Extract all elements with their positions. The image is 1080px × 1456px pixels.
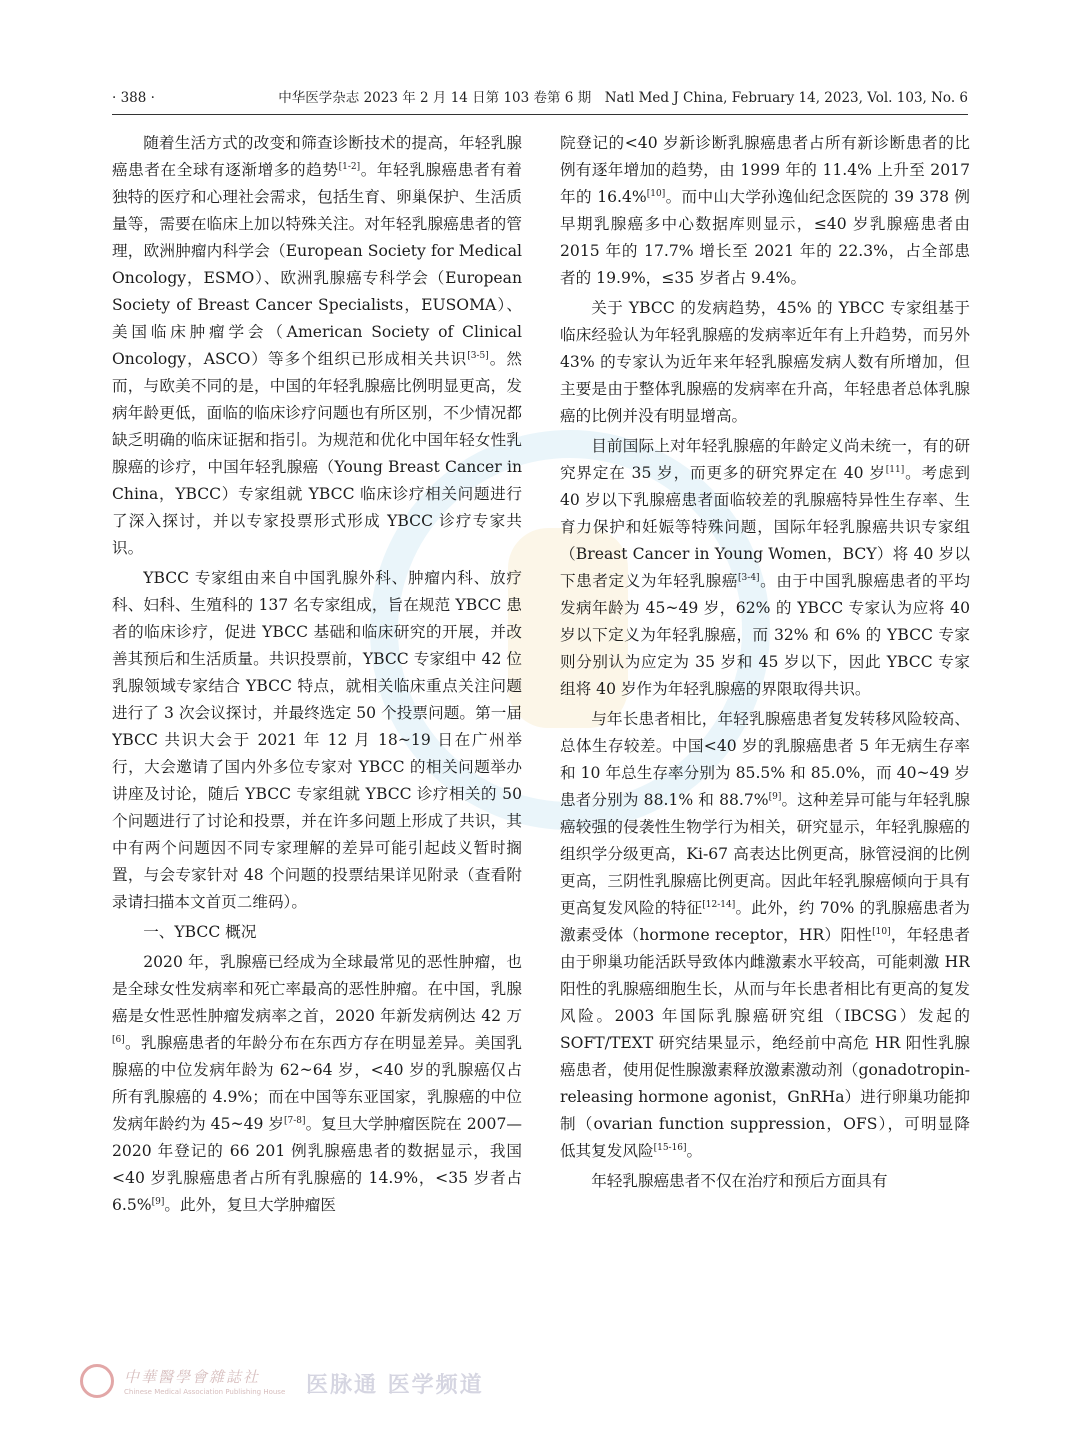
paragraph: 目前国际上对年轻乳腺癌的年龄定义尚未统一，有的研究界定在 35 岁，而更多的研究界定在 40 岁[11]。考虑到 40 岁以下乳腺癌患者面临较差的乳腺癌特异性生存率、生育力保护和妊娠等特殊问题，国际年轻乳腺癌共识专家组（Breast Cancer in Young Women，BCY）将 40 岁以下患者定义为年轻乳腺癌[3-4]。由于中国乳腺癌患者的平均发病年龄为 45~49 岁，62% 的 YBCC 专家认为应将 40 岁以下定义为年轻乳腺癌，而 32% 和 6% 的 YBCC 专家则分别认为应定为 35 岁和 45 岁以下，因此 YBCC 专家组将 40 岁作为年轻乳腺癌的界限取得共识。: [560, 437, 970, 698]
publisher-watermark: [80, 1364, 580, 1404]
brand-watermark: 医脉通 医学频道: [306, 1373, 484, 1398]
citation-ref: [9]: [151, 1196, 165, 1207]
left-column: [112, 130, 522, 1350]
citation-ref: [12-14]: [702, 899, 736, 910]
citation-ref: [11]: [885, 464, 905, 475]
citation-ref: [6]: [112, 1034, 125, 1045]
publisher-logo-icon: [80, 1364, 114, 1398]
publisher-name-en: Chinese Medical Association Publishing House: [124, 1388, 286, 1396]
citation-ref: [15-16]: [653, 1142, 687, 1153]
citation-ref: [9]: [768, 791, 782, 802]
citation-ref: [10]: [646, 188, 666, 199]
page-number: · 388 ·: [112, 90, 155, 106]
citation-ref: [3-4]: [738, 572, 760, 583]
publisher-name: 中華醫學會雜誌社: [124, 1368, 261, 1386]
paragraph: 年轻乳腺癌患者不仅在治疗和预后方面具有: [591, 1172, 888, 1190]
paragraph: 2020 年，乳腺癌已经成为全球最常见的恶性肿瘤，也是全球女性发病率和死亡率最高的恶性肿瘤。在中国，乳腺癌是女性恶性肿瘤发病率之首，2020 年新发病例达 42 万[6]。乳腺癌患者的年龄分布在东西方存在明显差异。美国乳腺癌的中位发病年龄为 62~64 岁，<40 岁的乳腺癌仅占所有乳腺癌的 4.9%；而在中国等东亚国家，乳腺癌的中位发病年龄约为 45~49 岁[7-8]。复旦大学肿瘤医院在 2007—2020 年登记的 66 201 例乳腺癌患者的数据显示，我国<40 岁乳腺癌患者占所有乳腺癌的 14.9%，<35 岁者占 6.5%[9]。此外，复旦大学肿瘤医: [112, 953, 522, 1214]
paragraph: 随着生活方式的改变和筛查诊断技术的提高，年轻乳腺癌患者在全球有逐渐增多的趋势[1-2]。年轻乳腺癌患者有着独特的医疗和心理社会需求，包括生育、卵巢保护、生活质量等，需要在临床上加以特殊关注。对年轻乳腺癌患者的管理，欧洲肿瘤内科学会（European Society for Medical Oncology，ESMO）、欧洲乳腺癌专科学会（European Society of Breast Cancer Specialists，EUSOMA）、美国临床肿瘤学会（American Society of Clinical Oncology，ASCO）等多个组织已形成相关共识[3-5]。然而，与欧美不同的是，中国的年轻乳腺癌比例明显更高，发病年龄更低，面临的临床诊疗问题也有所区别，不少情况都缺乏明确的临床证据和指引。为规范和优化中国年轻女性乳腺癌的诊疗，中国年轻乳腺癌（Young Breast Cancer in China，YBCC）专家组就 YBCC 临床诊疗相关问题进行了深入探讨，并以专家投票形式形成 YBCC 诊疗专家共识。: [112, 134, 522, 557]
paragraph: 与年长患者相比，年轻乳腺癌患者复发转移风险较高、总体生存较差。中国<40 岁的乳腺癌患者 5 年无病生存率和 10 年总生存率分别为 85.5% 和 85.0%，而 40~49 岁患者分别为 88.1% 和 88.7%[9]。这种差异可能与年轻乳腺癌较强的侵袭性生物学行为相关，研究显示，年轻乳腺癌的组织学分级更高，Ki-67 高表达比例更高，脉管浸润的比例更高，三阴性乳腺癌比例更高。因此年轻乳腺癌倾向于具有更高复发风险的特征[12-14]。此外，约 70% 的乳腺癌患者为激素受体（hormone receptor，HR）阳性[10]，年轻患者由于卵巢功能活跃导致体内雌激素水平较高，可能刺激 HR 阳性的乳腺癌细胞生长，从而与年长患者相比有更高的复发风险。2003 年国际乳腺癌研究组（IBCSG）发起的 SOFT/TEXT 研究结果显示，绝经前中高危 HR 阳性乳腺癌患者，使用促性腺激素释放激素激动剂（gonadotropin-releasing hormone agonist，GnRHa）进行卵巢功能抑制（ovarian function suppression，OFS），可明显降低其复发风险[15-16]。: [560, 710, 970, 1160]
running-header: [112, 86, 968, 115]
citation-ref: [3-5]: [467, 350, 489, 361]
citation-ref: [7-8]: [284, 1115, 306, 1126]
paragraph: 关于 YBCC 的发病趋势，45% 的 YBCC 专家组基于临床经验认为年轻乳腺癌的发病率近年有上升趋势，而另外 43% 的专家认为近年来年轻乳腺癌发病人数有所增加，但主要是由于整体乳腺癌的发病率在升高，年轻患者总体乳腺癌的比例并没有明显增高。: [560, 299, 970, 425]
citation-ref: [1-2]: [338, 161, 361, 172]
section-heading: 一、YBCC 概况: [143, 923, 257, 941]
citation-ref: [10]: [872, 926, 891, 937]
paragraph: YBCC 专家组由来自中国乳腺外科、肿瘤内科、放疗科、妇科、生殖科的 137 名专家组成，旨在规范 YBCC 患者的临床诊疗，促进 YBCC 基础和临床研究的开展，并改善其预后和生活质量。共识投票前，YBCC 专家组中 42 位乳腺领域专家结合 YBCC 特点，就相关临床重点关注问题进行了 3 次会议探讨，并最终选定 50 个投票问题。第一届 YBCC 共识大会于 2021 年 12 月 18~19 日在广州举行，大会邀请了国内外多位专家对 YBCC 的相关问题举办讲座及讨论，随后 YBCC 专家组就 YBCC 诊疗相关的 50 个问题进行了讨论和投票，并在许多问题上形成了共识，其中有两个问题因不同专家理解的差异可能引起歧义暂时搁置，与会专家针对 48 个问题的投票结果详见附录（查看附录请扫描本文首页二维码）。: [112, 569, 522, 911]
paragraph: 院登记的<40 岁新诊断乳腺癌患者占所有新诊断患者的比例有逐年增加的趋势，由 1999 年的 11.4% 上升至 2017 年的 16.4%[10]。而中山大学孙逸仙纪念医院的 39 378 例早期乳腺癌多中心数据库则显示，≤40 岁乳腺癌患者由 2015 年的 17.7% 增长至 2021 年的 22.3%，占全部患者的 19.9%，≤35 岁者占 9.4%。: [560, 134, 970, 287]
right-column: [560, 130, 970, 1350]
journal-citation: 中华医学杂志 2023 年 2 月 14 日第 103 卷第 6 期 Natl Med J China, February 14, 2023, Vol. 103, No. 6: [278, 90, 968, 106]
